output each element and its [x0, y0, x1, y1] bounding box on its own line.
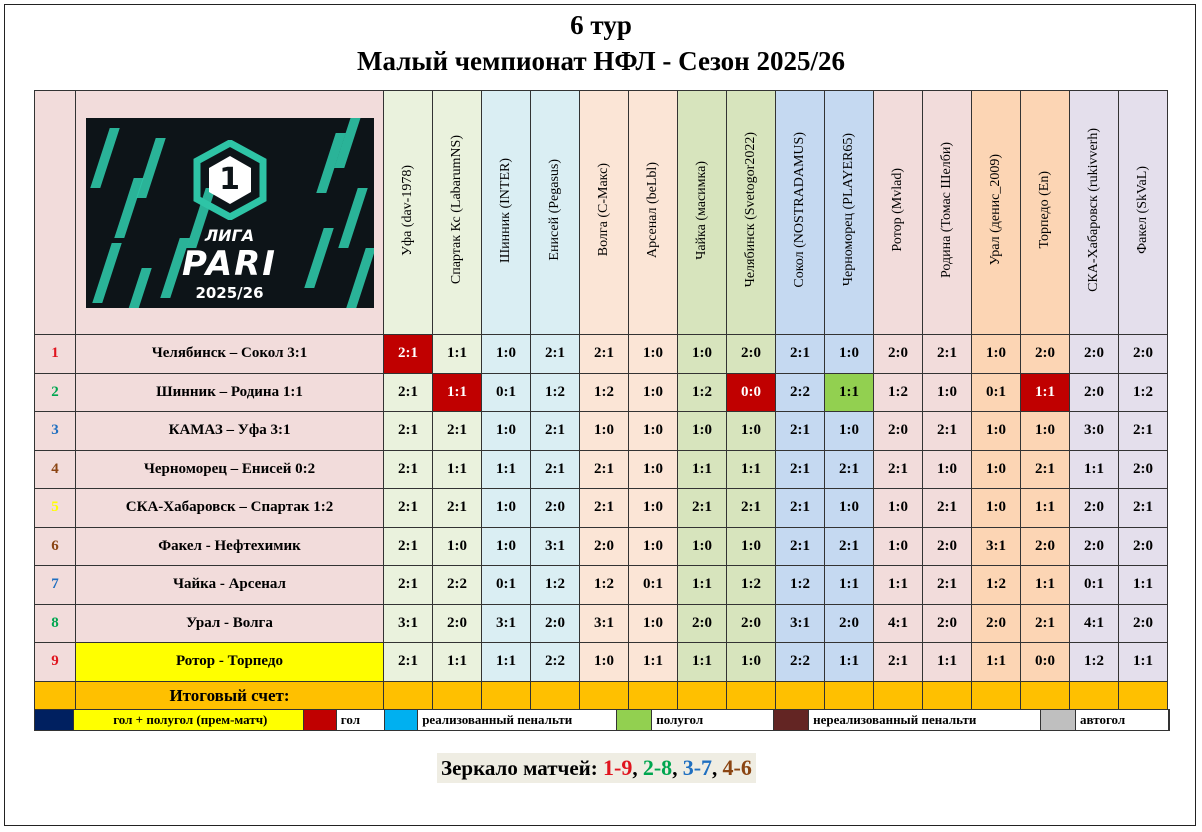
prediction-cell: 1:0	[972, 335, 1021, 374]
participant-header	[776, 91, 825, 335]
prediction-cell: 1:0	[678, 335, 727, 374]
prediction-cell: 1:0	[923, 373, 972, 412]
prediction-cell: 2:0	[1021, 335, 1070, 374]
prediction-cell: 2:1	[923, 566, 972, 605]
match-number: 3	[35, 412, 76, 451]
match-title: Челябинск – Сокол 3:1	[76, 335, 384, 374]
prediction-cell: 1:0	[972, 450, 1021, 489]
total-score-cell	[580, 681, 629, 710]
participant-name: Родина (Томас Шелби)	[939, 141, 954, 279]
prediction-cell: 2:0	[1070, 373, 1119, 412]
prediction-cell: 2:1	[384, 489, 433, 528]
prediction-cell: 2:0	[531, 489, 580, 528]
prediction-cell: 4:1	[1070, 604, 1119, 643]
total-score-cell	[433, 681, 482, 710]
prediction-cell: 1:2	[776, 566, 825, 605]
match-row	[35, 373, 1168, 412]
match-row	[35, 335, 1168, 374]
match-number: 1	[35, 335, 76, 374]
prediction-cell: 2:0	[874, 335, 923, 374]
logo-pari-text: PARI	[182, 243, 277, 284]
prediction-cell: 1:0	[972, 412, 1021, 451]
match-row	[35, 412, 1168, 451]
mirror-pair: 2-8	[642, 755, 673, 780]
match-row	[35, 527, 1168, 566]
prediction-cell: 2:0	[1119, 527, 1168, 566]
prediction-cell: 2:1	[433, 412, 482, 451]
prediction-cell: 2:0	[1119, 450, 1168, 489]
prediction-cell: 2:0	[923, 604, 972, 643]
participant-header	[482, 91, 531, 335]
participant-header	[727, 91, 776, 335]
prediction-cell: 1:1	[825, 643, 874, 682]
prediction-cell: 1:2	[531, 566, 580, 605]
prediction-cell: 2:0	[1070, 489, 1119, 528]
prediction-cell: 2:1	[580, 335, 629, 374]
prediction-cell: 1:0	[923, 450, 972, 489]
logo-cell	[76, 91, 384, 335]
mirror-pair: 1-9	[603, 755, 633, 780]
prediction-cell: 1:0	[580, 412, 629, 451]
prediction-cell: 1:0	[825, 489, 874, 528]
prediction-cell: 2:1	[531, 450, 580, 489]
legend-label: гол + полугол (прем-матч)	[74, 710, 304, 730]
participant-name: Урал (денис_2009)	[988, 154, 1003, 266]
prediction-cell: 3:1	[482, 604, 531, 643]
prediction-cell: 2:0	[1119, 604, 1168, 643]
prediction-cell: 0:1	[482, 566, 531, 605]
prediction-cell: 2:1	[776, 450, 825, 489]
legend-swatch	[774, 710, 809, 730]
participant-name: Челябинск (Svetogor2022)	[743, 132, 758, 288]
match-title: Шинник – Родина 1:1	[76, 373, 384, 412]
prediction-cell: 1:1	[825, 566, 874, 605]
participant-name: Шинник (INTER)	[498, 157, 513, 263]
prediction-cell: 2:1	[776, 489, 825, 528]
legend-swatch	[1041, 710, 1076, 730]
prediction-cell: 1:0	[629, 412, 678, 451]
prediction-cell: 2:0	[433, 604, 482, 643]
prediction-cell: 1:2	[1119, 373, 1168, 412]
prediction-cell: 2:2	[433, 566, 482, 605]
prediction-cell: 1:2	[1070, 643, 1119, 682]
total-score-cell	[972, 681, 1021, 710]
prediction-cell: 2:0	[580, 527, 629, 566]
match-row	[35, 643, 1168, 682]
legend-swatch	[304, 710, 337, 730]
participant-name: СКА-Хабаровск (rukivverh)	[1086, 128, 1101, 292]
participant-name: Спартак Кс (LabarumNS)	[449, 135, 464, 285]
participant-header	[1021, 91, 1070, 335]
prediction-cell: 1:0	[678, 527, 727, 566]
prediction-cell: 1:1	[433, 450, 482, 489]
logo-season-text: 2025/26	[195, 283, 264, 302]
participant-name: Енисей (Pegasus)	[547, 159, 562, 261]
prediction-cell: 2:0	[825, 604, 874, 643]
prediction-cell: 1:1	[482, 643, 531, 682]
prediction-cell: 2:1	[727, 489, 776, 528]
prediction-cell: 2:0	[1021, 527, 1070, 566]
prediction-cell: 2:1	[384, 450, 433, 489]
prediction-cell: 2:0	[727, 604, 776, 643]
total-score-cell	[874, 681, 923, 710]
prediction-cell: 1:1	[629, 643, 678, 682]
prediction-cell: 3:0	[1070, 412, 1119, 451]
prediction-cell: 1:1	[1021, 566, 1070, 605]
participant-name: Торпедо (En)	[1037, 171, 1052, 249]
mirror-pair: 3-7	[682, 755, 713, 780]
prediction-cell: 3:1	[580, 604, 629, 643]
prediction-cell: 2:1	[384, 412, 433, 451]
prediction-cell: 2:1	[1021, 450, 1070, 489]
prediction-cell: 2:0	[1070, 335, 1119, 374]
prediction-cell: 2:0	[531, 604, 580, 643]
prediction-cell: 1:0	[629, 527, 678, 566]
prediction-cell: 2:1	[384, 527, 433, 566]
prediction-cell: 1:0	[482, 335, 531, 374]
match-title: Черноморец – Енисей 0:2	[76, 450, 384, 489]
prediction-cell: 1:1	[678, 450, 727, 489]
prediction-cell: 0:0	[1021, 643, 1070, 682]
prediction-cell: 0:1	[629, 566, 678, 605]
prediction-cell: 1:1	[433, 373, 482, 412]
prediction-cell: 1:1	[727, 450, 776, 489]
logo-stripe	[136, 138, 165, 198]
logo-liga-text: ЛИГА	[204, 225, 255, 245]
match-title: Чайка - Арсенал	[76, 566, 384, 605]
total-row	[35, 681, 1168, 710]
total-score-cell	[678, 681, 727, 710]
total-score-cell	[776, 681, 825, 710]
prediction-cell: 2:0	[874, 412, 923, 451]
participant-header	[874, 91, 923, 335]
legend-label: нереализованный пенальти	[809, 710, 1041, 730]
prediction-cell: 1:1	[678, 643, 727, 682]
prediction-cell: 2:1	[923, 412, 972, 451]
legend-swatch	[385, 710, 418, 730]
prediction-cell: 2:1	[531, 412, 580, 451]
prediction-cell: 0:0	[727, 373, 776, 412]
legend-label: гол	[337, 710, 386, 730]
mirror-separator: ,	[632, 756, 643, 780]
prediction-cell: 2:1	[1119, 412, 1168, 451]
participant-name: Черноморец (PLAYER65)	[841, 133, 856, 287]
match-title: Факел - Нефтехимик	[76, 527, 384, 566]
prediction-cell: 2:1	[825, 450, 874, 489]
legend-label: реализованный пенальти	[418, 710, 617, 730]
mirror-label: Зеркало матчей:	[441, 756, 598, 780]
corner-cell	[35, 91, 76, 335]
prediction-cell: 1:2	[580, 566, 629, 605]
prediction-cell: 1:1	[678, 566, 727, 605]
prediction-cell: 1:0	[580, 643, 629, 682]
prediction-cell: 1:1	[972, 643, 1021, 682]
prediction-cell: 2:0	[1070, 527, 1119, 566]
participant-header	[629, 91, 678, 335]
prediction-cell: 1:1	[433, 643, 482, 682]
prediction-cell: 1:0	[972, 489, 1021, 528]
prediction-cell: 2:1	[384, 335, 433, 374]
participant-name: Сокол (NOSTRADAMUS)	[792, 132, 807, 288]
prediction-cell: 1:1	[1070, 450, 1119, 489]
legend-label: автогол	[1076, 710, 1169, 730]
prediction-cell: 2:2	[776, 373, 825, 412]
prediction-cell: 1:2	[874, 373, 923, 412]
mirror-separator: ,	[672, 756, 683, 780]
prediction-cell: 3:1	[531, 527, 580, 566]
total-score-cell	[1119, 681, 1168, 710]
prediction-cell: 1:2	[678, 373, 727, 412]
prediction-cell: 1:0	[482, 489, 531, 528]
prediction-cell: 1:2	[972, 566, 1021, 605]
prediction-cell: 1:0	[678, 412, 727, 451]
prediction-cell: 1:0	[629, 373, 678, 412]
match-row	[35, 489, 1168, 528]
prediction-cell: 2:1	[580, 450, 629, 489]
prediction-cell: 2:1	[384, 373, 433, 412]
prediction-cell: 1:2	[727, 566, 776, 605]
prediction-cell: 1:0	[433, 527, 482, 566]
header-row	[35, 91, 1168, 335]
legend-swatch	[617, 710, 652, 730]
match-title: Ротор - Торпедо	[76, 643, 384, 682]
prediction-cell: 2:0	[727, 335, 776, 374]
match-row	[35, 450, 1168, 489]
prediction-cell: 1:0	[727, 412, 776, 451]
total-score-cell	[531, 681, 580, 710]
prediction-cell: 2:1	[433, 489, 482, 528]
prediction-cell: 1:1	[825, 373, 874, 412]
prediction-cell: 2:1	[776, 412, 825, 451]
prediction-cell: 1:1	[1021, 373, 1070, 412]
prediction-cell: 1:0	[482, 412, 531, 451]
predictions-table	[34, 90, 1168, 711]
prediction-cell: 1:1	[1119, 566, 1168, 605]
prediction-cell: 1:0	[825, 412, 874, 451]
total-empty-cell	[35, 681, 76, 710]
prediction-cell: 2:1	[776, 527, 825, 566]
prediction-cell: 2:1	[825, 527, 874, 566]
prediction-cell: 2:1	[384, 566, 433, 605]
prediction-cell: 4:1	[874, 604, 923, 643]
total-score-cell	[825, 681, 874, 710]
match-title: СКА-Хабаровск – Спартак 1:2	[76, 489, 384, 528]
prediction-cell: 1:0	[482, 527, 531, 566]
logo-badge-number: 1	[219, 161, 240, 197]
prediction-cell: 2:0	[678, 604, 727, 643]
prediction-cell: 3:1	[776, 604, 825, 643]
match-number: 6	[35, 527, 76, 566]
total-score-cell	[727, 681, 776, 710]
prediction-cell: 1:1	[433, 335, 482, 374]
participant-name: Волга (С-Макс)	[596, 163, 611, 257]
prediction-cell: 1:1	[1021, 489, 1070, 528]
participant-header	[384, 91, 433, 335]
prediction-cell: 2:1	[874, 643, 923, 682]
mirror-pair: 4-6	[722, 755, 752, 780]
prediction-cell: 1:1	[1119, 643, 1168, 682]
prediction-cell: 2:1	[923, 335, 972, 374]
prediction-cell: 1:2	[531, 373, 580, 412]
participant-header	[1070, 91, 1119, 335]
prediction-cell: 0:1	[972, 373, 1021, 412]
match-row	[35, 566, 1168, 605]
legend	[34, 709, 1170, 731]
match-number: 7	[35, 566, 76, 605]
prediction-cell: 1:0	[629, 335, 678, 374]
prediction-cell: 2:1	[874, 450, 923, 489]
prediction-cell: 3:1	[384, 604, 433, 643]
prediction-cell: 2:1	[923, 489, 972, 528]
prediction-cell: 0:1	[1070, 566, 1119, 605]
prediction-cell: 1:0	[727, 643, 776, 682]
round-title: 6 тур	[570, 10, 632, 40]
total-score-cell	[1021, 681, 1070, 710]
liga-pari-logo	[86, 118, 374, 308]
prediction-cell: 2:1	[580, 489, 629, 528]
logo-stripe	[90, 128, 119, 188]
prediction-cell: 1:1	[923, 643, 972, 682]
participant-name: Чайка (масимка)	[694, 160, 709, 260]
participant-header	[580, 91, 629, 335]
prediction-cell: 1:0	[727, 527, 776, 566]
total-score-cell	[482, 681, 531, 710]
prediction-cell: 3:1	[972, 527, 1021, 566]
championship-title: Малый чемпионат НФЛ - Сезон 2025/26	[357, 46, 845, 76]
participant-header	[825, 91, 874, 335]
prediction-cell: 2:1	[384, 643, 433, 682]
participant-name: Ротор (Mvlad)	[890, 168, 905, 252]
prediction-cell: 1:2	[580, 373, 629, 412]
prediction-cell: 2:0	[1119, 335, 1168, 374]
match-row	[35, 604, 1168, 643]
prediction-cell: 2:1	[531, 335, 580, 374]
participant-name: Арсенал (beLbl)	[645, 161, 660, 258]
participant-header	[531, 91, 580, 335]
match-number: 9	[35, 643, 76, 682]
total-label: Итоговый счет:	[76, 681, 384, 710]
match-number: 5	[35, 489, 76, 528]
total-score-cell	[629, 681, 678, 710]
prediction-cell: 2:1	[776, 335, 825, 374]
prediction-cell: 0:1	[482, 373, 531, 412]
match-number: 8	[35, 604, 76, 643]
legend-swatch	[35, 710, 74, 730]
participant-header	[678, 91, 727, 335]
match-number: 4	[35, 450, 76, 489]
prediction-cell: 1:0	[1021, 412, 1070, 451]
participant-header	[1119, 91, 1168, 335]
prediction-cell: 1:1	[874, 566, 923, 605]
match-title: КАМАЗ – Уфа 3:1	[76, 412, 384, 451]
prediction-cell: 1:1	[482, 450, 531, 489]
prediction-cell: 1:0	[629, 450, 678, 489]
match-title: Урал - Волга	[76, 604, 384, 643]
mirror-matches	[437, 753, 756, 783]
participant-name: Уфа (dav-1978)	[400, 164, 415, 256]
participant-header	[972, 91, 1021, 335]
prediction-cell: 1:0	[629, 604, 678, 643]
participant-header	[923, 91, 972, 335]
total-score-cell	[923, 681, 972, 710]
prediction-cell: 2:1	[678, 489, 727, 528]
legend-label: полугол	[652, 710, 774, 730]
total-score-cell	[1070, 681, 1119, 710]
total-score-cell	[384, 681, 433, 710]
prediction-cell: 2:1	[1119, 489, 1168, 528]
prediction-cell: 2:2	[776, 643, 825, 682]
match-number: 2	[35, 373, 76, 412]
prediction-cell: 1:0	[874, 489, 923, 528]
mirror-separator: ,	[712, 756, 723, 780]
prediction-cell: 2:1	[1021, 604, 1070, 643]
prediction-cell: 1:0	[629, 489, 678, 528]
prediction-cell: 2:0	[972, 604, 1021, 643]
prediction-cell: 2:2	[531, 643, 580, 682]
prediction-cell: 1:0	[874, 527, 923, 566]
participant-header	[433, 91, 482, 335]
participant-name: Факел (SkVaL)	[1135, 166, 1150, 254]
prediction-cell: 1:0	[825, 335, 874, 374]
prediction-cell: 2:0	[923, 527, 972, 566]
